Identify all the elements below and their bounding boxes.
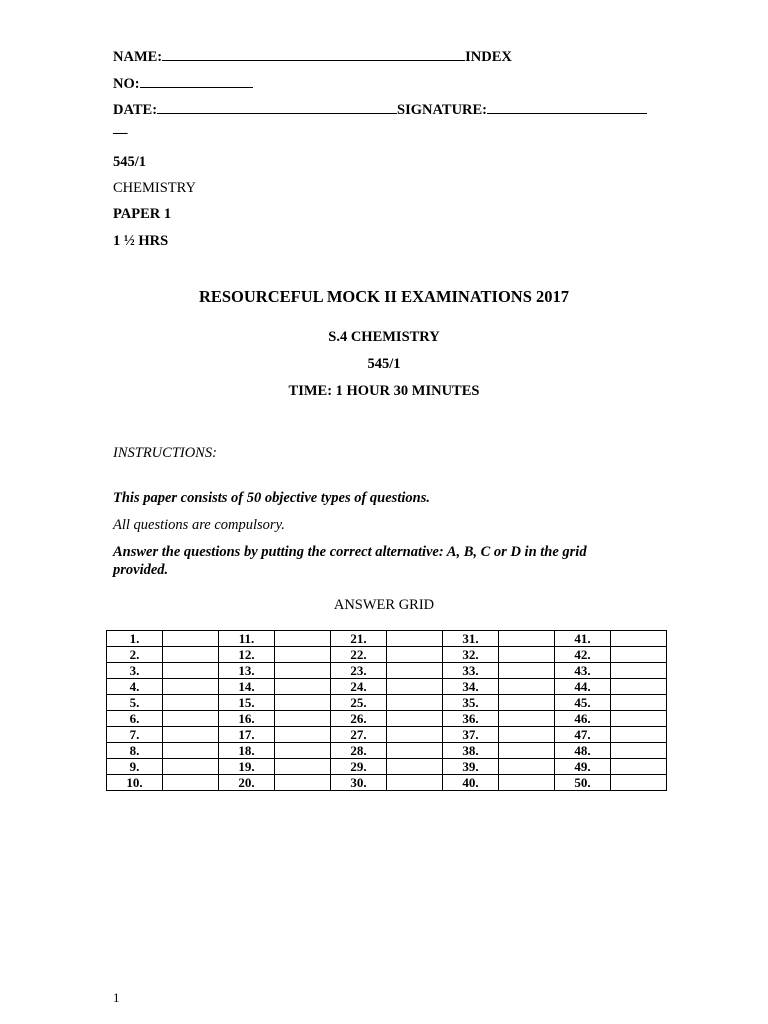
exam-class-subject: S.4 CHEMISTRY — [328, 329, 440, 345]
question-number: 41. — [555, 631, 611, 647]
date-signature-line — [113, 100, 647, 119]
answer-grid-row — [107, 759, 667, 775]
answer-cell[interactable] — [275, 775, 331, 791]
answer-cell[interactable] — [499, 759, 555, 775]
question-number: 21. — [331, 631, 387, 647]
question-number: 20. — [219, 775, 275, 791]
name-label: NAME: — [113, 49, 163, 65]
question-number: 8. — [107, 743, 163, 759]
answer-grid-row — [107, 679, 667, 695]
exam-time: TIME: 1 HOUR 30 MINUTES — [288, 383, 480, 399]
question-number: 44. — [555, 679, 611, 695]
question-number: 50. — [555, 775, 611, 791]
answer-cell[interactable] — [611, 775, 667, 791]
answer-cell[interactable] — [499, 775, 555, 791]
answer-cell[interactable] — [275, 695, 331, 711]
answer-cell[interactable] — [387, 711, 443, 727]
answer-cell[interactable] — [163, 727, 219, 743]
page-number: 1 — [113, 990, 120, 1005]
answer-cell[interactable] — [499, 711, 555, 727]
question-number: 23. — [331, 663, 387, 679]
answer-cell[interactable] — [275, 631, 331, 647]
answer-cell[interactable] — [275, 743, 331, 759]
index-no-field[interactable] — [140, 74, 253, 88]
answer-cell[interactable] — [163, 631, 219, 647]
answer-grid-row — [107, 743, 667, 759]
answer-grid-row — [107, 775, 667, 791]
answer-cell[interactable] — [387, 743, 443, 759]
answer-cell[interactable] — [499, 631, 555, 647]
question-number: 39. — [443, 759, 499, 775]
question-number: 17. — [219, 727, 275, 743]
answer-cell[interactable] — [387, 759, 443, 775]
question-number: 30. — [331, 775, 387, 791]
answer-grid-title: ANSWER GRID — [333, 597, 435, 613]
question-number: 10. — [107, 775, 163, 791]
question-number: 28. — [331, 743, 387, 759]
answer-cell[interactable] — [163, 679, 219, 695]
answer-cell[interactable] — [611, 647, 667, 663]
signature-label: SIGNATURE: — [397, 102, 488, 118]
name-field[interactable] — [162, 47, 465, 61]
question-number: 48. — [555, 743, 611, 759]
paper-subject: CHEMISTRY — [113, 180, 196, 196]
answer-cell[interactable] — [499, 679, 555, 695]
answer-cell[interactable] — [611, 663, 667, 679]
answer-cell[interactable] — [611, 631, 667, 647]
answer-grid — [106, 630, 667, 791]
question-number: 14. — [219, 679, 275, 695]
question-number: 19. — [219, 759, 275, 775]
index-label: INDEX — [465, 49, 512, 65]
question-number: 18. — [219, 743, 275, 759]
question-number: 42. — [555, 647, 611, 663]
question-number: 24. — [331, 679, 387, 695]
question-number: 47. — [555, 727, 611, 743]
answer-cell[interactable] — [499, 647, 555, 663]
signature-field[interactable] — [487, 100, 647, 114]
question-number: 36. — [443, 711, 499, 727]
continuation-dash: — — [113, 125, 128, 141]
question-number: 27. — [331, 727, 387, 743]
index-no-line — [113, 74, 253, 93]
answer-cell[interactable] — [275, 727, 331, 743]
question-number: 45. — [555, 695, 611, 711]
question-number: 35. — [443, 695, 499, 711]
question-number: 4. — [107, 679, 163, 695]
question-number: 40. — [443, 775, 499, 791]
answer-cell[interactable] — [163, 775, 219, 791]
answer-cell[interactable] — [387, 679, 443, 695]
answer-cell[interactable] — [163, 647, 219, 663]
question-number: 3. — [107, 663, 163, 679]
exam-title: RESOURCEFUL MOCK II EXAMINATIONS 2017 — [198, 287, 570, 306]
question-number: 13. — [219, 663, 275, 679]
answer-cell[interactable] — [499, 663, 555, 679]
answer-grid-row — [107, 631, 667, 647]
answer-cell[interactable] — [611, 743, 667, 759]
answer-cell[interactable] — [611, 711, 667, 727]
question-number: 37. — [443, 727, 499, 743]
answer-cell[interactable] — [611, 759, 667, 775]
date-label: DATE: — [113, 102, 158, 118]
answer-cell[interactable] — [275, 759, 331, 775]
answer-cell[interactable] — [499, 727, 555, 743]
question-number: 7. — [107, 727, 163, 743]
answer-cell[interactable] — [275, 679, 331, 695]
question-number: 29. — [331, 759, 387, 775]
answer-cell[interactable] — [163, 695, 219, 711]
answer-cell[interactable] — [387, 663, 443, 679]
question-number: 1. — [107, 631, 163, 647]
question-number: 9. — [107, 759, 163, 775]
question-number: 2. — [107, 647, 163, 663]
answer-cell[interactable] — [275, 711, 331, 727]
answer-cell[interactable] — [275, 647, 331, 663]
answer-cell[interactable] — [387, 647, 443, 663]
paper-code: 545/1 — [113, 154, 147, 170]
question-number: 26. — [331, 711, 387, 727]
paper-number: PAPER 1 — [113, 206, 172, 222]
answer-cell[interactable] — [387, 695, 443, 711]
paper-duration: 1 ½ HRS — [113, 233, 169, 249]
question-number: 22. — [331, 647, 387, 663]
answer-cell[interactable] — [387, 727, 443, 743]
answer-cell[interactable] — [611, 727, 667, 743]
question-number: 6. — [107, 711, 163, 727]
instruction-item-2: All questions are compulsory. — [113, 517, 285, 533]
answer-cell[interactable] — [163, 663, 219, 679]
question-number: 12. — [219, 647, 275, 663]
instruction-item-1: This paper consists of 50 objective types of questions. — [113, 490, 430, 506]
answer-grid-row — [107, 647, 667, 663]
answer-grid-row — [107, 727, 667, 743]
answer-cell[interactable] — [163, 759, 219, 775]
answer-cell[interactable] — [387, 775, 443, 791]
question-number: 43. — [555, 663, 611, 679]
question-number: 5. — [107, 695, 163, 711]
question-number: 15. — [219, 695, 275, 711]
answer-cell[interactable] — [611, 679, 667, 695]
answer-cell[interactable] — [499, 695, 555, 711]
answer-cell[interactable] — [275, 663, 331, 679]
question-number: 46. — [555, 711, 611, 727]
answer-grid-row — [107, 711, 667, 727]
answer-grid-row — [107, 695, 667, 711]
question-number: 25. — [331, 695, 387, 711]
question-number: 33. — [443, 663, 499, 679]
answer-cell[interactable] — [163, 743, 219, 759]
question-number: 34. — [443, 679, 499, 695]
answer-grid-row — [107, 663, 667, 679]
no-label: NO: — [113, 76, 140, 92]
instruction-item-3: Answer the questions by putting the correct alternative: A, B, C or D in the grid provided. — [113, 544, 587, 578]
answer-cell[interactable] — [611, 695, 667, 711]
question-number: 31. — [443, 631, 499, 647]
name-line — [113, 47, 512, 66]
instructions-heading: INSTRUCTIONS: — [113, 445, 217, 461]
question-number: 11. — [219, 631, 275, 647]
exam-code: 545/1 — [367, 356, 401, 372]
question-number: 49. — [555, 759, 611, 775]
answer-cell[interactable] — [499, 743, 555, 759]
date-field[interactable] — [157, 100, 397, 114]
question-number: 32. — [443, 647, 499, 663]
question-number: 38. — [443, 743, 499, 759]
answer-cell[interactable] — [387, 631, 443, 647]
answer-cell[interactable] — [163, 711, 219, 727]
question-number: 16. — [219, 711, 275, 727]
